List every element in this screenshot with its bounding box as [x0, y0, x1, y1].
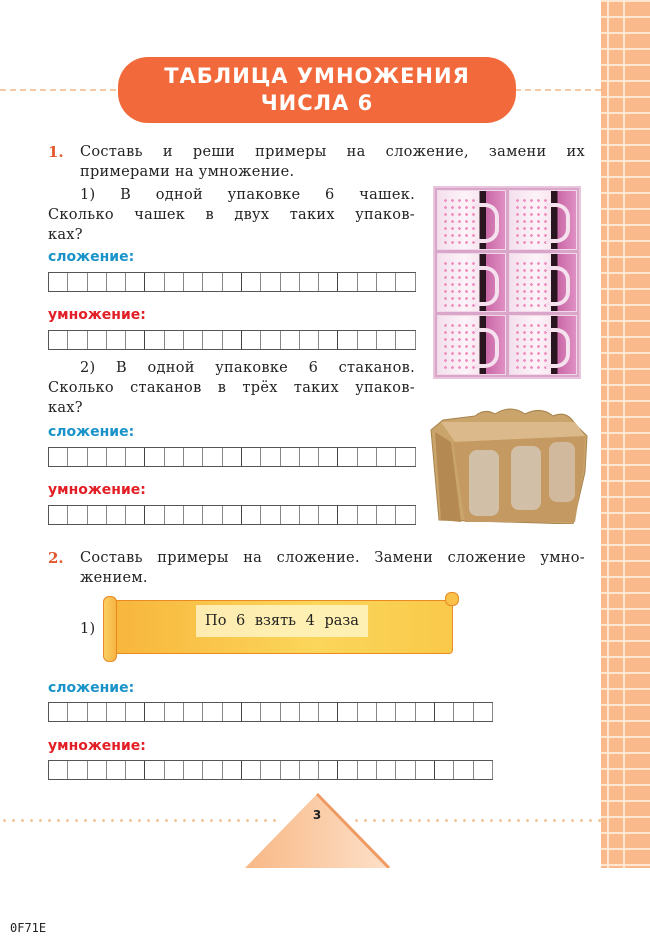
answer-cell[interactable] — [126, 506, 145, 524]
answer-cell[interactable] — [474, 703, 493, 721]
answer-cell[interactable] — [107, 331, 126, 349]
glasses-image — [425, 402, 595, 524]
answer-cell[interactable] — [319, 761, 338, 779]
answer-cell[interactable] — [107, 273, 126, 291]
answer-cell[interactable] — [338, 703, 357, 721]
answer-cell[interactable] — [184, 761, 203, 779]
answer-cell[interactable] — [165, 761, 184, 779]
task1-sub1-line2: Сколько чашек в двух таких упаков- — [48, 207, 415, 223]
answer-cell[interactable] — [319, 703, 338, 721]
addition-label: сложение: — [48, 424, 135, 440]
answer-cell[interactable] — [300, 331, 319, 349]
task2-instruction-line1: Составь примеры на сложение. Замени сложение умно- — [80, 550, 585, 566]
answer-cell[interactable] — [184, 506, 203, 524]
answer-cell[interactable] — [49, 448, 68, 466]
answer-cell[interactable] — [126, 273, 145, 291]
answer-cell[interactable] — [68, 448, 87, 466]
cup-icon — [437, 315, 506, 375]
answer-cells-addition-3[interactable] — [48, 702, 493, 722]
answer-cell[interactable] — [107, 448, 126, 466]
answer-cell[interactable] — [184, 703, 203, 721]
answer-cell[interactable] — [319, 331, 338, 349]
answer-cell[interactable] — [261, 761, 280, 779]
answer-cell[interactable] — [338, 273, 357, 291]
multiplication-label: умножение: — [48, 738, 146, 754]
answer-cell[interactable] — [145, 506, 164, 524]
answer-cell[interactable] — [242, 448, 261, 466]
answer-cell[interactable] — [49, 506, 68, 524]
task1-sub1-line1: 1) В одной упаковке 6 чашек. — [80, 187, 415, 203]
answer-cell[interactable] — [145, 761, 164, 779]
answer-cell[interactable] — [377, 273, 396, 291]
answer-cell[interactable] — [300, 761, 319, 779]
task-number-2: 2. — [48, 549, 64, 567]
answer-cell[interactable] — [454, 703, 473, 721]
cup-icon — [509, 190, 578, 250]
answer-cell[interactable] — [126, 448, 145, 466]
task1-sub1-line3: ках? — [48, 227, 83, 243]
multiplication-label: умножение: — [48, 307, 146, 323]
answer-cell[interactable] — [377, 331, 396, 349]
answer-cell[interactable] — [88, 703, 107, 721]
addition-label: сложение: — [48, 249, 135, 265]
title-line-1: ТАБЛИЦА УМНОЖЕНИЯ — [164, 64, 470, 88]
answer-cell[interactable] — [396, 703, 415, 721]
answer-cell[interactable] — [281, 703, 300, 721]
answer-cells-addition-1[interactable] — [48, 272, 416, 292]
task1-sub2-line3: ках? — [48, 400, 83, 416]
answer-cell[interactable] — [203, 331, 222, 349]
answer-cell[interactable] — [396, 331, 415, 349]
page-number-triangle — [243, 792, 391, 868]
answer-cell[interactable] — [165, 273, 184, 291]
answer-cell[interactable] — [49, 273, 68, 291]
answer-cell[interactable] — [300, 273, 319, 291]
answer-cell[interactable] — [107, 506, 126, 524]
multiplication-label: умножение: — [48, 482, 146, 498]
answer-cell[interactable] — [107, 761, 126, 779]
answer-cell[interactable] — [203, 448, 222, 466]
answer-cell[interactable] — [203, 506, 222, 524]
answer-cell[interactable] — [319, 506, 338, 524]
answer-cell[interactable] — [435, 703, 454, 721]
answer-cell[interactable] — [358, 761, 377, 779]
answer-cell[interactable] — [396, 761, 415, 779]
answer-cell[interactable] — [281, 506, 300, 524]
answer-cell[interactable] — [358, 273, 377, 291]
answer-cell[interactable] — [203, 761, 222, 779]
answer-cell[interactable] — [88, 506, 107, 524]
decorative-grid-strip — [601, 0, 650, 868]
answer-cell[interactable] — [281, 761, 300, 779]
answer-cell[interactable] — [126, 761, 145, 779]
answer-cell[interactable] — [165, 506, 184, 524]
scroll-text: По 6 взять 4 раза — [196, 605, 368, 637]
answer-cell[interactable] — [184, 273, 203, 291]
scroll-roll-right — [445, 592, 459, 606]
answer-cell[interactable] — [261, 273, 280, 291]
page-code: 0F71E — [10, 921, 47, 935]
answer-cell[interactable] — [49, 761, 68, 779]
answer-cell[interactable] — [203, 273, 222, 291]
cup-icon — [509, 315, 578, 375]
answer-cell[interactable] — [68, 273, 87, 291]
answer-cell[interactable] — [435, 761, 454, 779]
answer-cell[interactable] — [242, 761, 261, 779]
dashed-divider-left — [0, 89, 118, 91]
answer-cell[interactable] — [88, 448, 107, 466]
answer-cell[interactable] — [338, 331, 357, 349]
answer-cell[interactable] — [223, 273, 242, 291]
answer-cell[interactable] — [281, 331, 300, 349]
answer-cell[interactable] — [242, 331, 261, 349]
answer-cell[interactable] — [68, 761, 87, 779]
answer-cell[interactable] — [126, 703, 145, 721]
answer-cell[interactable] — [107, 703, 126, 721]
cup-icon — [437, 253, 506, 313]
cups-image — [433, 186, 581, 379]
cup-icon — [437, 190, 506, 250]
answer-cell[interactable] — [300, 506, 319, 524]
task1-sub2-line1: 2) В одной упаковке 6 стаканов. — [80, 360, 415, 376]
answer-cells-multiplication-1[interactable] — [48, 330, 416, 350]
answer-cell[interactable] — [49, 331, 68, 349]
answer-cell[interactable] — [261, 506, 280, 524]
answer-cell[interactable] — [358, 448, 377, 466]
answer-cell[interactable] — [223, 703, 242, 721]
scroll-roll-left — [103, 596, 117, 662]
answer-cell[interactable] — [184, 331, 203, 349]
answer-cell[interactable] — [223, 761, 242, 779]
answer-cell[interactable] — [223, 331, 242, 349]
answer-cells-multiplication-2[interactable] — [48, 505, 416, 525]
answer-cell[interactable] — [68, 506, 87, 524]
task2-instruction-line2: жением. — [80, 570, 148, 586]
answer-cell[interactable] — [88, 761, 107, 779]
dotted-divider-left — [0, 819, 280, 822]
answer-cell[interactable] — [68, 331, 87, 349]
answer-cell[interactable] — [358, 703, 377, 721]
answer-cell[interactable] — [165, 331, 184, 349]
answer-cell[interactable] — [377, 761, 396, 779]
answer-cell[interactable] — [145, 703, 164, 721]
answer-cell[interactable] — [300, 703, 319, 721]
answer-cell[interactable] — [396, 448, 415, 466]
page-title — [118, 57, 516, 123]
answer-cell[interactable] — [474, 761, 493, 779]
answer-cell[interactable] — [377, 506, 396, 524]
answer-cell[interactable] — [319, 448, 338, 466]
title-line-2: ЧИСЛА 6 — [260, 91, 374, 115]
answer-cell[interactable] — [68, 703, 87, 721]
answer-cell[interactable] — [261, 331, 280, 349]
answer-cell[interactable] — [242, 273, 261, 291]
answer-cell[interactable] — [377, 448, 396, 466]
answer-cell[interactable] — [145, 273, 164, 291]
addition-label: сложение: — [48, 680, 135, 696]
answer-cell[interactable] — [49, 703, 68, 721]
answer-cell[interactable] — [223, 448, 242, 466]
answer-cell[interactable] — [261, 703, 280, 721]
task1-instruction-line1: Составь и реши примеры на сложение, замени их — [80, 144, 585, 160]
answer-cell[interactable] — [242, 703, 261, 721]
answer-cell[interactable] — [242, 506, 261, 524]
dashed-divider-right — [515, 89, 601, 91]
answer-cell[interactable] — [145, 448, 164, 466]
answer-cell[interactable] — [338, 761, 357, 779]
scroll-banner — [103, 592, 459, 662]
answer-cell[interactable] — [165, 448, 184, 466]
answer-cell[interactable] — [454, 761, 473, 779]
page-number: 3 — [312, 808, 322, 822]
answer-cell[interactable] — [145, 331, 164, 349]
task2-sub1-label: 1) — [80, 621, 96, 637]
answer-cell[interactable] — [416, 703, 435, 721]
answer-cell[interactable] — [281, 448, 300, 466]
answer-cells-addition-2[interactable] — [48, 447, 416, 467]
answer-cell[interactable] — [396, 273, 415, 291]
answer-cell[interactable] — [281, 273, 300, 291]
answer-cell[interactable] — [358, 506, 377, 524]
task-number-1: 1. — [48, 143, 64, 161]
answer-cell[interactable] — [377, 703, 396, 721]
answer-cell[interactable] — [165, 703, 184, 721]
answer-cell[interactable] — [319, 273, 338, 291]
answer-cell[interactable] — [223, 506, 242, 524]
answer-cell[interactable] — [416, 761, 435, 779]
answer-cell[interactable] — [184, 448, 203, 466]
answer-cell[interactable] — [358, 331, 377, 349]
answer-cell[interactable] — [88, 273, 107, 291]
task1-sub2-line2: Сколько стаканов в трёх таких упаков- — [48, 380, 415, 396]
answer-cell[interactable] — [126, 331, 145, 349]
answer-cell[interactable] — [261, 448, 280, 466]
cup-icon — [509, 253, 578, 313]
task1-instruction-line2: примерами на умножение. — [80, 164, 295, 180]
answer-cell[interactable] — [300, 448, 319, 466]
answer-cell[interactable] — [88, 331, 107, 349]
answer-cell[interactable] — [396, 506, 415, 524]
answer-cell[interactable] — [338, 506, 357, 524]
answer-cell[interactable] — [203, 703, 222, 721]
answer-cells-multiplication-3[interactable] — [48, 760, 493, 780]
answer-cell[interactable] — [338, 448, 357, 466]
